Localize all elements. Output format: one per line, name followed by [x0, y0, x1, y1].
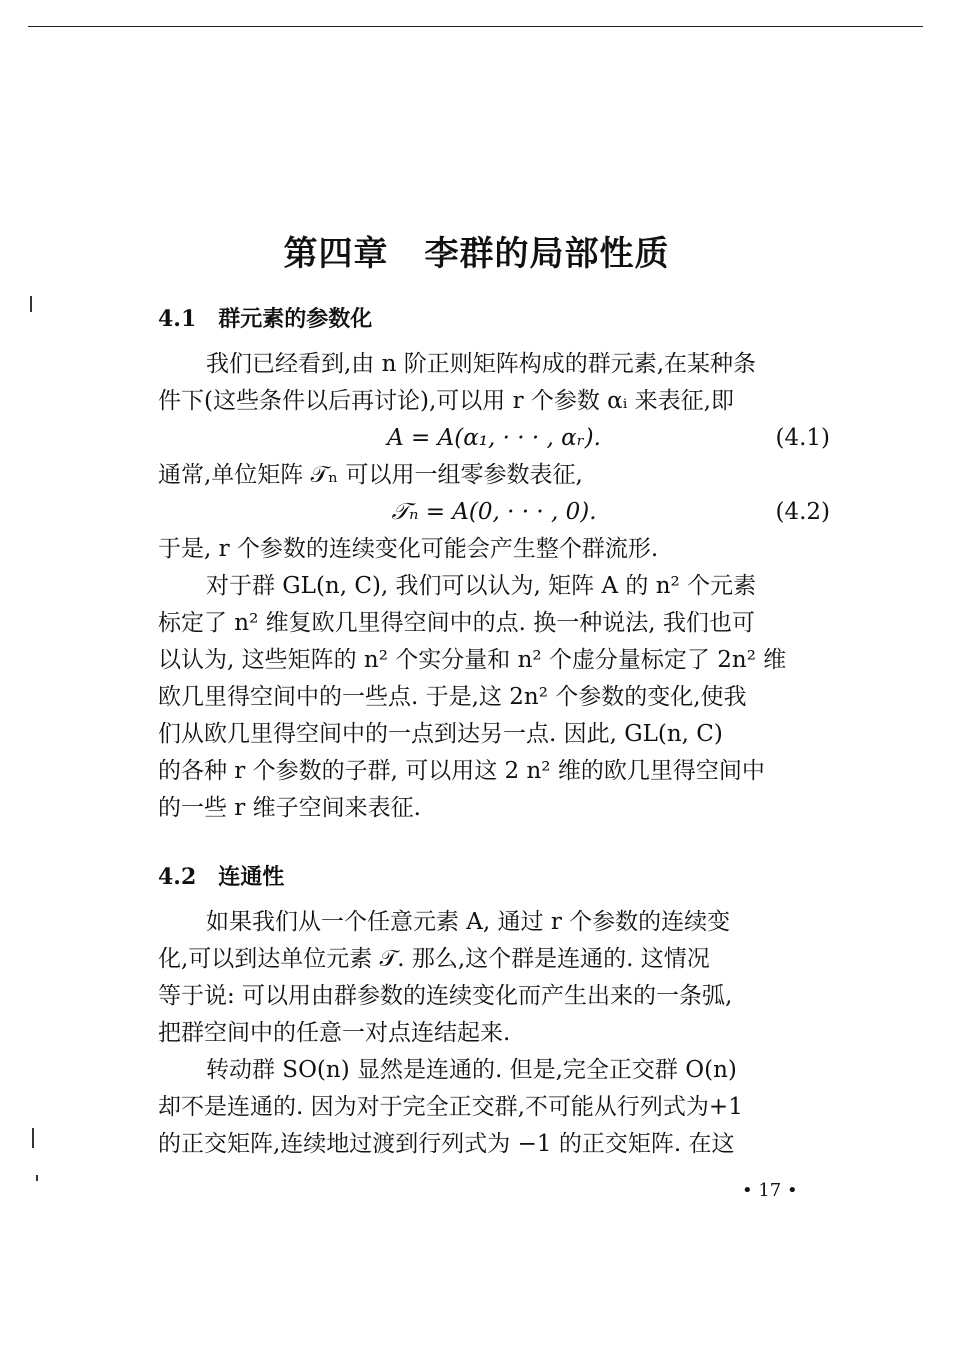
paragraph-line: 我们已经看到,由 n 阶正则矩阵构成的群元素,在某种条: [206, 351, 757, 377]
equation-formula: 𝒯ₙ = A(0, · · · , 0).: [391, 499, 597, 525]
equation-number: (4.1): [775, 425, 830, 451]
paragraph-line: 的一些 r 维子空间来表征.: [158, 795, 421, 821]
scan-mark: [36, 1175, 38, 1181]
section-body-4-1: [158, 346, 830, 827]
chapter-name: 李群的局部性质: [424, 234, 670, 274]
paragraph-line: 于是, r 个参数的连续变化可能会产生整个群流形.: [158, 536, 659, 562]
section-number: 4.2: [158, 864, 197, 890]
paragraph-line: 标定了 n² 维复欧几里得空间中的点. 换一种说法, 我们也可: [158, 610, 755, 636]
paragraph-line: 转动群 SO(n) 显然是连通的. 但是,完全正交群 O(n): [206, 1057, 737, 1083]
equation-formula: A = A(α₁, · · · , αᵣ).: [387, 425, 601, 451]
equation-4-2: [158, 494, 830, 531]
section-title: 连通性: [218, 864, 285, 890]
scan-mark: [30, 296, 32, 312]
paragraph-line: 们从欧几里得空间中的一点到达另一点. 因此, GL(n, C): [158, 721, 723, 747]
scan-mark: [32, 1128, 34, 1148]
paragraph-line: 的各种 r 个参数的子群, 可以用这 2 n² 维的欧几里得空间中: [158, 758, 765, 784]
section-title: 群元素的参数化: [218, 306, 373, 332]
section-number: 4.1: [158, 306, 197, 332]
page-number: • 17 •: [742, 1180, 798, 1201]
paragraph-line: 件下(这些条件以后再讨论),可以用 r 个参数 αᵢ 来表征,即: [158, 388, 734, 414]
paragraph-line: 把群空间中的任意一对点连结起来.: [158, 1020, 511, 1046]
chapter-number: 第四章: [283, 234, 389, 274]
top-rule: [28, 26, 923, 27]
section-heading-4-2: [158, 860, 284, 891]
paragraph-line: 对于群 GL(n, C), 我们可以认为, 矩阵 A 的 n² 个元素: [206, 573, 757, 599]
section-heading-4-1: [158, 302, 372, 333]
chapter-title: [0, 226, 953, 275]
paragraph-line: 等于说: 可以用由群参数的连续变化而产生出来的一条弧,: [158, 983, 733, 1009]
paragraph-line: 化,可以到达单位元素 𝒯. 那么,这个群是连通的. 这情况: [158, 946, 710, 972]
paragraph-line: 通常,单位矩阵 𝒯ₙ 可以用一组零参数表征,: [158, 462, 583, 488]
equation-number: (4.2): [775, 499, 830, 525]
paragraph-line: 如果我们从一个任意元素 A, 通过 r 个参数的连续变: [206, 909, 731, 935]
equation-4-1: [158, 420, 830, 457]
paragraph-line: 却不是连通的. 因为对于完全正交群,不可能从行列式为+1: [158, 1094, 743, 1120]
paragraph-line: 欧几里得空间中的一些点. 于是,这 2n² 个参数的变化,使我: [158, 684, 747, 710]
section-body-4-2: [158, 904, 830, 1163]
paragraph-line: 以认为, 这些矩阵的 n² 个实分量和 n² 个虚分量标定了 2n² 维: [158, 647, 787, 673]
paragraph-line: 的正交矩阵,连续地过渡到行列式为 −1 的正交矩阵. 在这: [158, 1131, 735, 1157]
